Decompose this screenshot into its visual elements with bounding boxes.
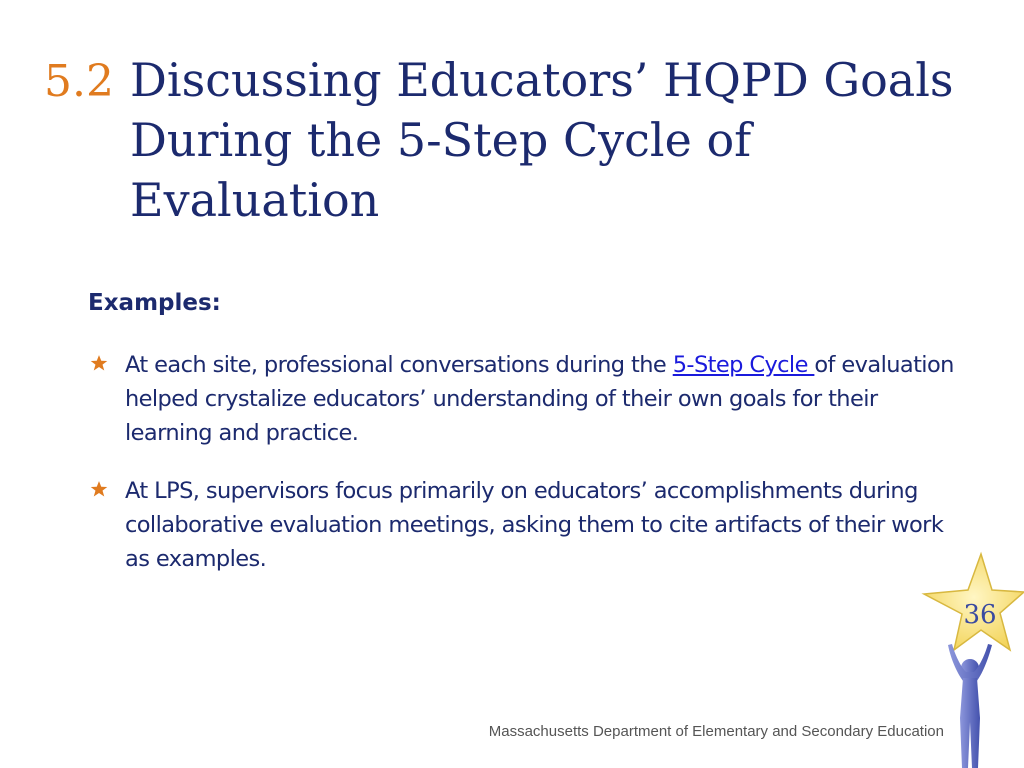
star-bullet-icon	[90, 354, 108, 372]
five-step-cycle-link[interactable]: 5-Step Cycle	[672, 352, 815, 378]
title-line-1: Discussing Educators’ HQPD Goals	[130, 53, 954, 107]
slide-title	[130, 50, 1010, 230]
bullet-1-text-after-link: of evaluation helped crystalize educators’ understanding of their own goals for their learning and practice.	[125, 352, 954, 446]
section-number: 5.2	[44, 56, 114, 107]
star-bullet-icon	[90, 480, 108, 498]
bullet-1-text-before-link: At each site, professional conversations during the	[125, 352, 673, 378]
bullet-list	[88, 348, 968, 600]
page-number: 36	[963, 600, 997, 630]
title-line-2: During the 5-Step Cycle of	[130, 113, 752, 167]
bullet-item-2	[88, 474, 968, 576]
examples-heading: Examples:	[88, 290, 221, 316]
bullet-2-text: At LPS, supervisors focus primarily on educators’ accomplishments during collaborative evaluation meetings, asking them to cite artifacts of their work as examples.	[125, 478, 944, 572]
bullet-item-1	[88, 348, 968, 450]
footer-organization: Massachusetts Department of Elementary and Secondary Education	[488, 723, 944, 740]
title-line-3: Evaluation	[130, 173, 380, 227]
